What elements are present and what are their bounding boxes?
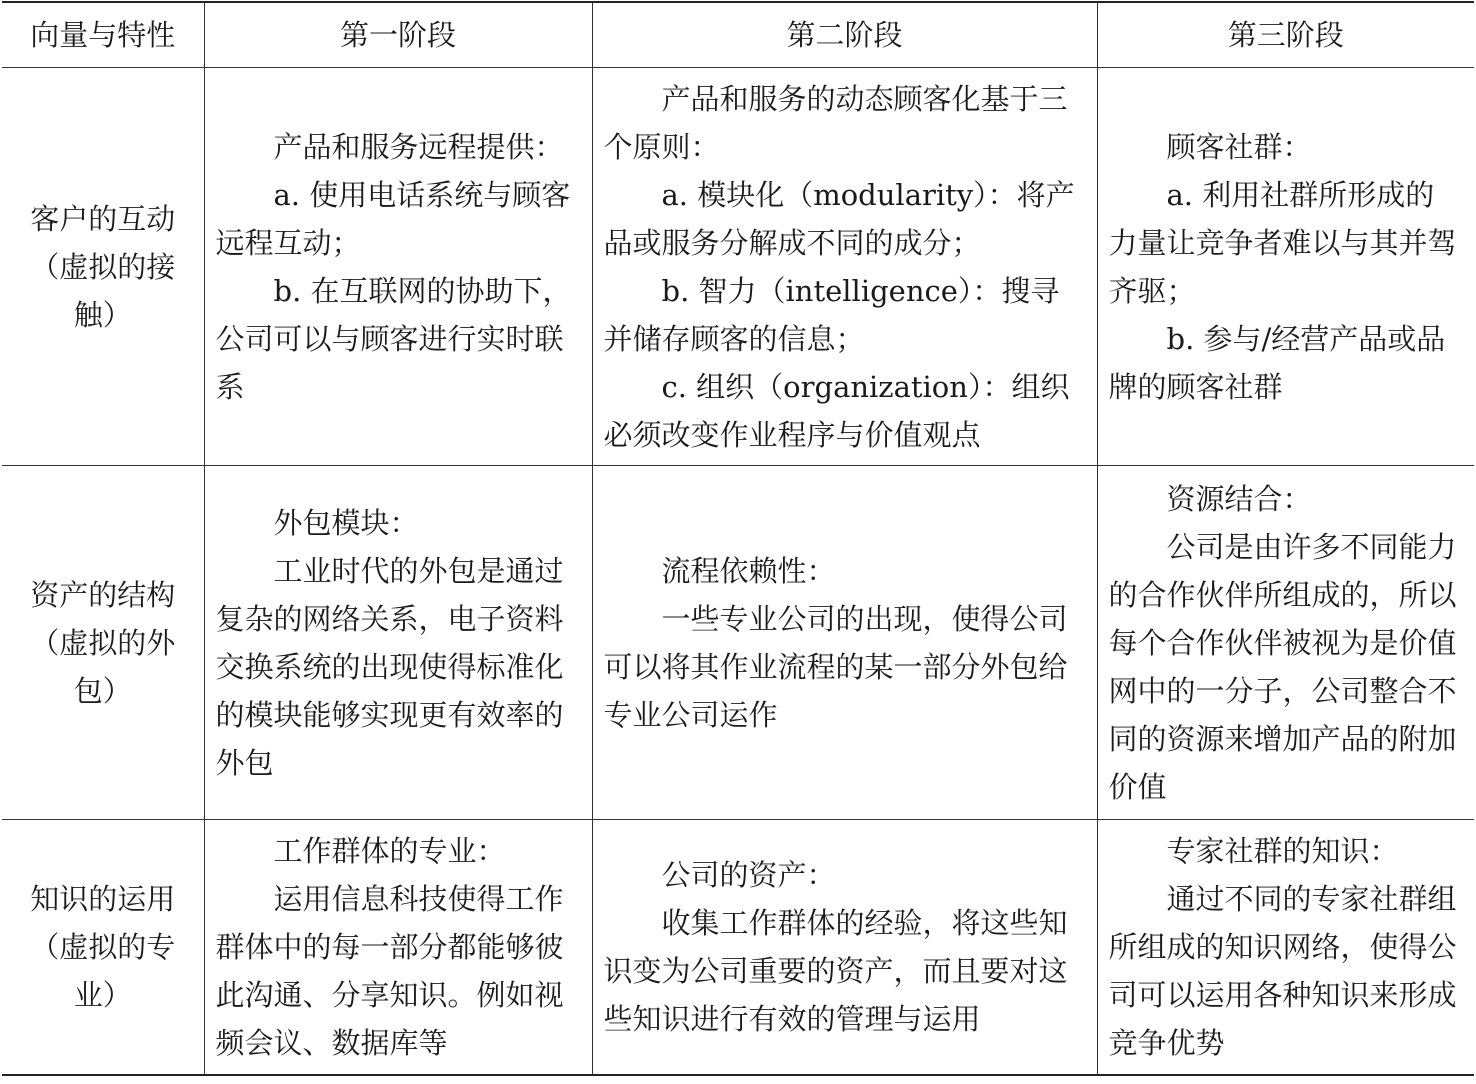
cell-paragraph: 顾客社群： [1166, 129, 1312, 164]
row-label: 客户的互动（虚拟的接触） [2, 68, 204, 466]
table-cell [1097, 820, 1474, 1076]
table-cell [204, 466, 592, 820]
cell-paragraph: a. 利用社群所形成的力量让竞争者难以与其并驾齐驱； [1108, 177, 1457, 308]
cell-paragraph: 产品和服务的动态顾客化基于三个原则： [603, 81, 1068, 164]
cell-paragraph: a. 使用电话系统与顾客远程互动； [215, 177, 571, 260]
cell-paragraph: 公司是由许多不同能力的合作伙伴所组成的，所以每个合作伙伴被视为是价值网中的一分子，公司整合不同的资源来增加产品的附加价值 [1108, 529, 1457, 804]
header-stage-3: 第三阶段 [1097, 2, 1474, 68]
cell-paragraph: 产品和服务远程提供： [273, 129, 564, 164]
cell-paragraph: c. 组织（organization）：组织必须改变作业程序与价值观点 [603, 369, 1070, 452]
cell-paragraph: b. 在互联网的协助下，公司可以与顾客进行实时联系 [215, 273, 572, 404]
header-stage-2: 第二阶段 [592, 2, 1097, 68]
table-cell [204, 820, 592, 1076]
table-cell [592, 466, 1097, 820]
row-label: 知识的运用（虚拟的专业） [2, 820, 204, 1076]
cell-paragraph: 工业时代的外包是通过复杂的网络关系，电子资料交换系统的出现使得标准化的模块能够实现更有效率的外包 [215, 553, 564, 780]
table-cell [1097, 466, 1474, 820]
table-cell [1097, 68, 1474, 466]
cell-paragraph: 一些专业公司的出现，使得公司可以将其作业流程的某一部分外包给专业公司运作 [603, 601, 1068, 732]
header-row [2, 2, 1474, 68]
cell-paragraph: 收集工作群体的经验，将这些知识变为公司重要的资产，而且要对这些知识进行有效的管理与运用 [603, 906, 1068, 1036]
table-row-customer-interaction [2, 68, 1474, 466]
table-row-asset-structure [2, 466, 1474, 820]
comparison-table [2, 1, 1474, 1076]
cell-paragraph: 专家社群的知识： [1166, 834, 1399, 868]
row-label: 资产的结构（虚拟的外包） [2, 466, 204, 820]
cell-paragraph: 工作群体的专业： [273, 834, 506, 868]
table-row-knowledge-use [2, 820, 1474, 1076]
cell-paragraph: a. 模块化（modularity）：将产品或服务分解成不同的成分； [603, 177, 1075, 260]
cell-paragraph: 外包模块： [273, 505, 419, 540]
cell-paragraph: 流程依赖性： [661, 553, 836, 588]
cell-paragraph: b. 智力（intelligence）：搜寻并储存顾客的信息； [603, 273, 1060, 356]
table-cell [592, 820, 1097, 1076]
cell-paragraph: 资源结合： [1166, 481, 1312, 516]
cell-paragraph: 公司的资产： [661, 858, 836, 892]
table-cell [592, 68, 1097, 466]
header-dimension: 向量与特性 [30, 18, 176, 52]
cell-paragraph: b. 参与/经营产品或品牌的顾客社群 [1108, 321, 1446, 404]
cell-paragraph: 运用信息科技使得工作群体中的每一部分都能够彼此沟通、分享知识。例如视频会议、数据库等 [215, 882, 564, 1060]
table-cell [204, 68, 592, 466]
cell-paragraph: 通过不同的专家社群组所组成的知识网络，使得公司可以运用各种知识来形成竞争优势 [1108, 882, 1457, 1060]
header-stage-1: 第一阶段 [204, 2, 592, 68]
